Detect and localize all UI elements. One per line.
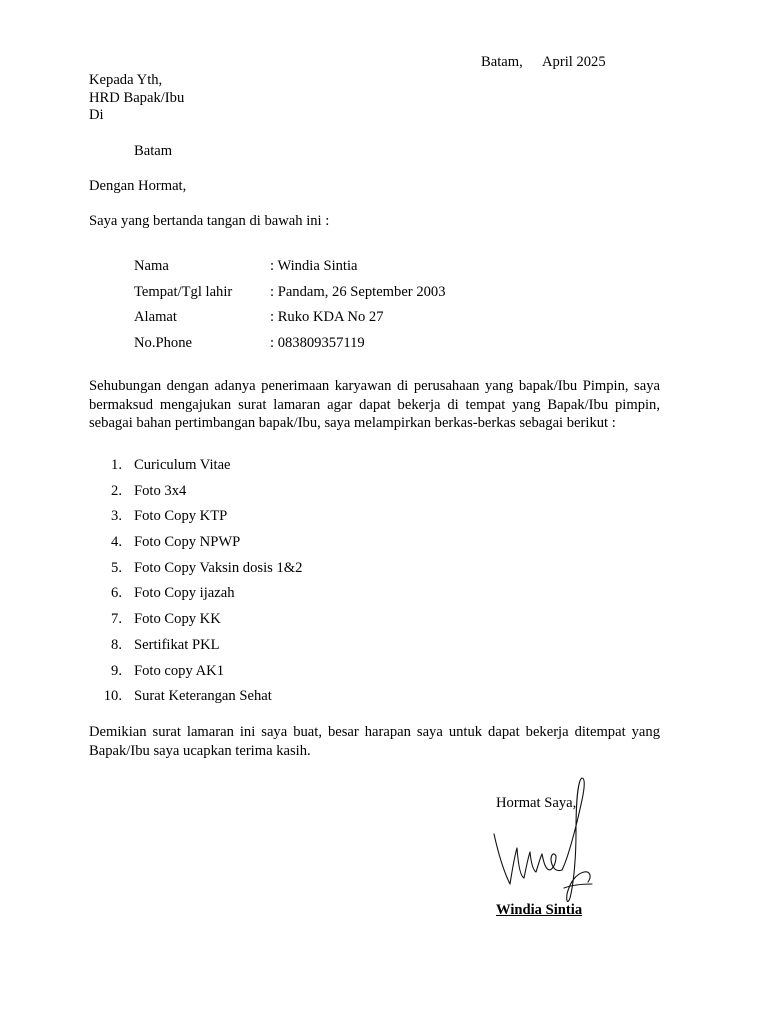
list-item-text: Surat Keterangan Sehat (134, 688, 272, 705)
identity-value: : Ruko KDA No 27 (270, 309, 384, 325)
list-item-text: Foto copy AK1 (134, 662, 224, 679)
list-item (89, 585, 302, 611)
identity-label: No.Phone (134, 334, 192, 351)
list-item (89, 663, 302, 689)
list-item (89, 483, 302, 509)
list-item-number: 3. (111, 508, 122, 525)
recipient-block (89, 72, 184, 125)
recipient-line-2: HRD Bapak/Ibu (89, 89, 185, 106)
list-item (89, 534, 302, 560)
list-item (89, 508, 302, 534)
list-item-number: 10. (103, 688, 122, 705)
attachment-list (89, 457, 302, 714)
identity-label: Alamat (134, 309, 177, 325)
identity-label: Tempat/Tgl lahir (134, 283, 233, 300)
date-value: April 2025 (542, 54, 606, 70)
identity-row (134, 309, 446, 335)
list-item (89, 688, 302, 714)
list-item-number: 6. (111, 585, 122, 602)
identity-value: : 083809357119 (270, 334, 365, 351)
list-item-number: 9. (111, 662, 122, 679)
identity-row (134, 335, 446, 361)
identity-table (134, 258, 446, 360)
identity-value: : Pandam, 26 September 2003 (270, 283, 446, 300)
identity-value: : Windia Sintia (270, 258, 358, 274)
list-item-number: 2. (111, 482, 122, 499)
recipient-line-1: Kepada Yth, (89, 72, 163, 88)
handwritten-signature (484, 772, 604, 907)
letter-date (481, 54, 606, 71)
intro-text: Saya yang bertanda tangan di bawah ini : (89, 213, 330, 229)
recipient-city: Batam (134, 143, 173, 159)
list-item-text: Foto 3x4 (134, 482, 187, 499)
list-item (89, 560, 302, 586)
identity-row (134, 258, 446, 284)
list-item-text: Sertifikat PKL (134, 636, 220, 653)
greeting: Dengan Hormat, (89, 178, 187, 194)
list-item (89, 637, 302, 663)
list-item-text: Foto Copy KK (134, 611, 221, 628)
list-item-number: 4. (111, 534, 122, 551)
list-item-text: Curiculum Vitae (134, 457, 231, 473)
list-item-text: Foto Copy NPWP (134, 534, 241, 551)
list-item-number: 7. (111, 611, 122, 628)
body-paragraph-1: Sehubungan dengan adanya penerimaan karyawan di perusahaan yang bapak/Ibu Pimpin, saya bermaksud mengajukan surat lamaran agar dapat bekerja di tempat yang Bapak/Ibu pimpin, sebagai bahan pertimbangan bapak/Ibu, saya melampirkan berkas-berkas sebagai berikut : (89, 378, 660, 431)
closing-salutation: Hormat Saya, (496, 795, 577, 811)
list-item-number: 8. (111, 636, 122, 653)
identity-row (134, 284, 446, 310)
body-paragraph-2: Demikian surat lamaran ini saya buat, besar harapan saya untuk dapat bekerja ditempat yang Bapak/Ibu saya ucapkan terima kasih. (89, 724, 660, 759)
recipient-line-3: Di (89, 107, 104, 123)
list-item-text: Foto Copy Vaksin dosis 1&2 (134, 559, 303, 576)
list-item-number: 5. (111, 559, 122, 576)
list-item (89, 457, 302, 483)
signer-name: Windia Sintia (496, 902, 583, 918)
date-city: Batam, (481, 54, 523, 70)
list-item (89, 611, 302, 637)
list-item-number: 1. (111, 457, 122, 473)
list-item-text: Foto Copy KTP (134, 508, 228, 525)
list-item-text: Foto Copy ijazah (134, 585, 235, 602)
identity-label: Nama (134, 258, 169, 274)
